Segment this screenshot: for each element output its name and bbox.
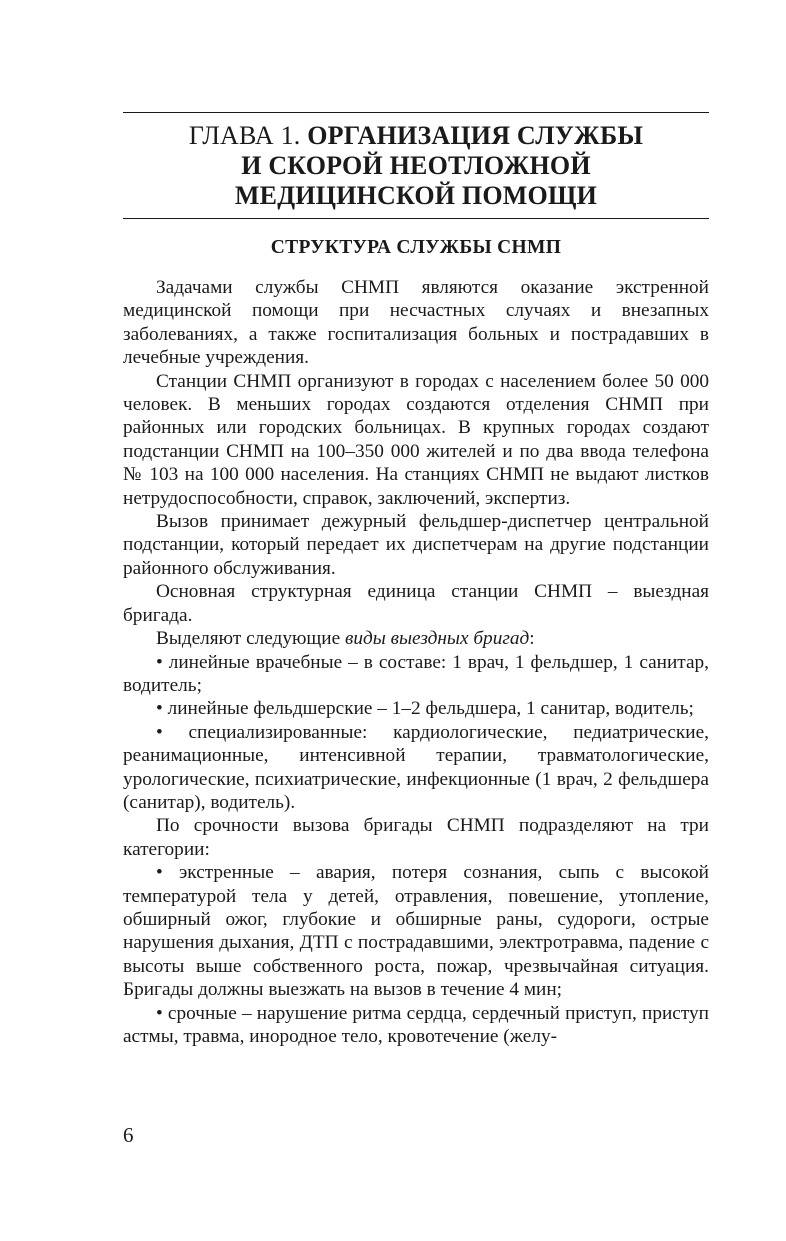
- paragraph-dispatcher: Вызов принимает дежурный фельдшер-диспетчер центральной подстанции, который передает их диспетчерам на другие подстанции районного обслуживания.: [123, 511, 709, 579]
- page-content: [123, 112, 709, 1048]
- bottom-rule: [123, 218, 709, 219]
- brigade-types-intro: Выделяют следующие: [156, 628, 345, 650]
- chapter-heading-line-1: [123, 121, 709, 151]
- paragraph-stations: Станции СНМП организуют в городах с населением более 50 000 человек. В меньших городах создаются отделения СНМП при районных или городских больницах. В крупных городах создают подстанции СНМП на 100–350 000 жителей и по два ввода телефона № 103 на 100 000 населения. На станциях СНМП не выдают листков нетрудоспособности, справок, заключений, экспертиз.: [123, 370, 709, 509]
- paragraph-urgency: По срочности вызова бригады СНМП подразделяют на три категории:: [123, 815, 709, 860]
- chapter-title-part-1: ОРГАНИЗАЦИЯ СЛУЖБЫ: [307, 121, 644, 150]
- list-item-urgent: • срочные – нарушение ритма сердца, сердечный приступ, приступ астмы, травма, инородное тело, кровотечение (желу-: [123, 1002, 709, 1047]
- top-rule: [123, 112, 709, 113]
- paragraph-brigade-types: [123, 627, 709, 650]
- brigade-types-colon: :: [529, 628, 535, 650]
- body-text: [123, 276, 709, 1048]
- paragraph-tasks: Задачами службы СНМП являются оказание экстренной медицинской помощи при несчастных случаях и внезапных заболеваниях, а также госпитализация больных и пострадавших в лечебные учреждения.: [123, 277, 709, 369]
- list-item-emergency: • экстренные – авария, потеря сознания, сыпь с высокой температурой тела у детей, отравления, повешение, утопление, обширный ожог, глубокие и обширные раны, судороги, острые нарушения дыхания, ДТП с пострадавшими, электротравма, падение с высоты выше собственного роста, пожар, чрезвычайная ситуация. Бригады должны выезжать на вызов в течение 4 мин;: [123, 862, 709, 1001]
- chapter-title-part-2: И СКОРОЙ НЕОТЛОЖНОЙ: [241, 151, 591, 180]
- chapter-heading: [123, 121, 709, 211]
- brigade-types-term: виды выездных бригад: [344, 628, 530, 650]
- list-item-specialized: • специализированные: кардиологические, педиатрические, реанимационные, интенсивной терапии, травматологические, урологические, психиатрические, инфекционные (1 врач, 2 фельдшера (санитар), водитель).: [123, 721, 709, 813]
- paragraph-main-unit: Основная структурная единица станции СНМП – выездная бригада.: [123, 581, 709, 626]
- page-number: 6: [123, 1123, 134, 1147]
- chapter-title-part-3: МЕДИЦИНСКОЙ ПОМОЩИ: [234, 181, 598, 210]
- list-item-linear-paramedic: • линейные фельдшерские – 1–2 фельдшера, 1 санитар, водитель;: [156, 698, 694, 720]
- section-title: СТРУКТУРА СЛУЖБЫ СНМП: [270, 237, 562, 258]
- list-item-linear-doctor: • линейные врачебные – в составе: 1 врач, 1 фельдшер, 1 санитар, водитель;: [123, 651, 709, 696]
- chapter-number: ГЛАВА 1.: [188, 121, 301, 150]
